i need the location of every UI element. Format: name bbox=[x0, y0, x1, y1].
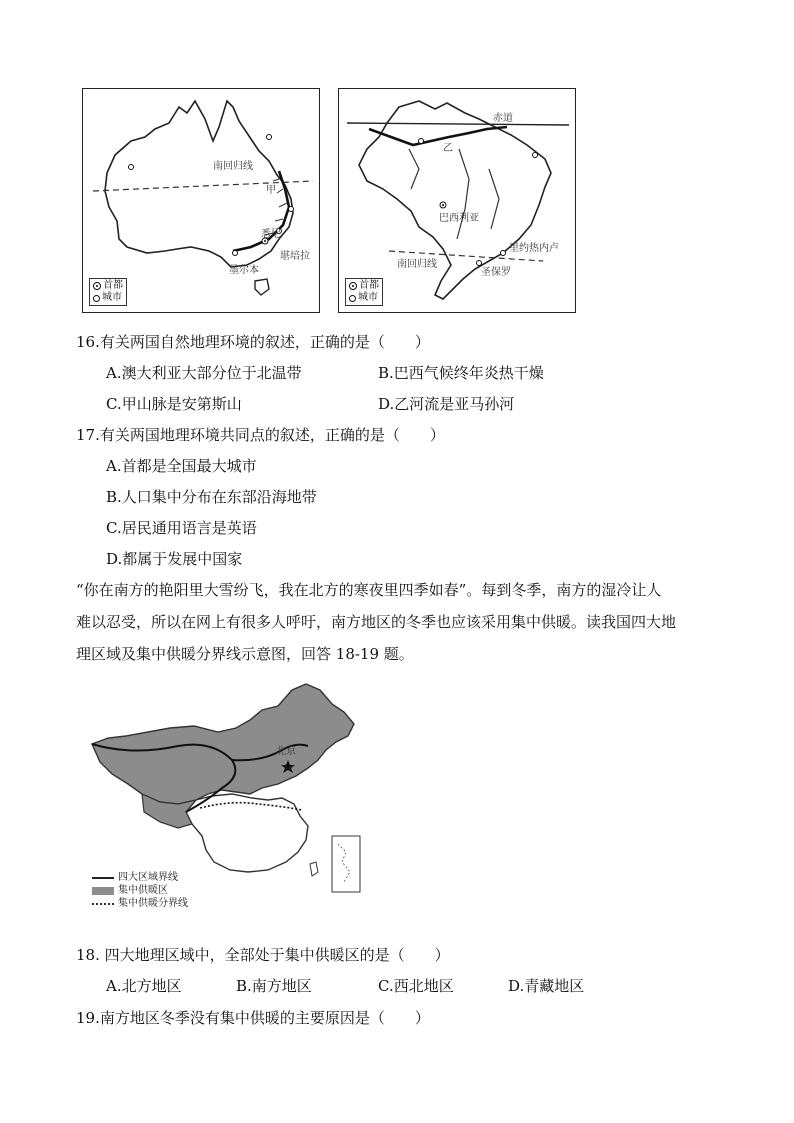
city-icon bbox=[93, 295, 100, 302]
china-legend bbox=[92, 871, 188, 910]
tropic-line bbox=[93, 181, 313, 191]
heating-line-swatch bbox=[92, 903, 114, 905]
tributaries bbox=[409, 149, 499, 239]
label-tropic: 南回归线 bbox=[213, 161, 253, 172]
label-canberra: 堪培拉 bbox=[280, 251, 310, 262]
capital-icon bbox=[349, 282, 357, 290]
south-china-sea-inset bbox=[332, 836, 360, 892]
brasilia-dot-center bbox=[442, 204, 444, 206]
equator-line bbox=[347, 123, 569, 125]
heated-swatch bbox=[92, 887, 114, 895]
south-region bbox=[186, 794, 308, 872]
passage-line-1: “你在南方的艳阳里大雪纷飞，我在北方的寒夜里四季如春”。每到冬季，南方的湿冷让人 bbox=[76, 581, 662, 599]
label-yi: 乙 bbox=[443, 143, 453, 154]
city-dot bbox=[289, 207, 294, 212]
boundary-swatch bbox=[92, 877, 114, 879]
legend-heating-line: 集中供暖分界线 bbox=[118, 898, 188, 909]
label-equator: 赤道 bbox=[493, 113, 513, 124]
heated-region bbox=[92, 684, 354, 804]
label-jia: 甲 bbox=[266, 185, 276, 196]
melbourne-dot bbox=[233, 251, 238, 256]
q17-option-c[interactable]: C.居民通用语言是英语 bbox=[106, 519, 257, 537]
legend-city: 城市 bbox=[358, 292, 378, 303]
question-18-stem: 18. 四大地理区域中，全部处于集中供暖区的是（ ） bbox=[76, 946, 450, 964]
city-dot bbox=[533, 153, 538, 158]
legend-capital: 首都 bbox=[359, 280, 379, 291]
city-dot bbox=[129, 165, 134, 170]
brazil-map bbox=[338, 88, 576, 313]
q18-option-b[interactable]: B.南方地区 bbox=[236, 977, 312, 995]
q17-option-d[interactable]: D.都属于发展中国家 bbox=[106, 550, 243, 568]
label-melbourne: 墨尔本 bbox=[229, 265, 259, 276]
passage-line-3: 理区域及集中供暖分界线示意图，回答 18-19 题。 bbox=[76, 645, 414, 663]
river-yi bbox=[369, 127, 507, 145]
saopaulo-dot bbox=[477, 261, 482, 266]
australia-map bbox=[82, 88, 320, 313]
question-19-stem: 19.南方地区冬季没有集中供暖的主要原因是（ ） bbox=[76, 1009, 430, 1027]
legend-capital: 首都 bbox=[103, 280, 123, 291]
q17-option-a[interactable]: A.首都是全国最大城市 bbox=[106, 457, 257, 475]
label-sydney: 悉尼 bbox=[261, 229, 281, 240]
passage-line-2: 难以忍受，所以在网上有很多人呼吁，南方地区的冬季也应该采用集中供暖。读我国四大地 bbox=[76, 613, 677, 631]
q16-option-c[interactable]: C.甲山脉是安第斯山 bbox=[106, 395, 242, 413]
tasmania-outline bbox=[255, 279, 269, 295]
question-17-stem: 17.有关两国地理环境共同点的叙述，正确的是（ ） bbox=[76, 426, 445, 444]
legend-heated: 集中供暖区 bbox=[118, 885, 168, 896]
q18-option-c[interactable]: C.西北地区 bbox=[378, 977, 454, 995]
australia-legend bbox=[89, 278, 127, 306]
q18-option-a[interactable]: A.北方地区 bbox=[106, 977, 182, 995]
label-rio: 里约热内卢 bbox=[509, 243, 559, 254]
canberra-dot-center bbox=[264, 240, 266, 242]
q18-option-d[interactable]: D.青藏地区 bbox=[508, 977, 585, 995]
legend-city: 城市 bbox=[102, 292, 122, 303]
city-dot bbox=[419, 139, 424, 144]
q16-option-b[interactable]: B.巴西气候终年炎热干燥 bbox=[378, 364, 544, 382]
q17-option-b[interactable]: B.人口集中分布在东部沿海地带 bbox=[106, 488, 317, 506]
taiwan-outline bbox=[310, 862, 318, 876]
brazil-legend bbox=[345, 278, 383, 306]
capital-icon bbox=[93, 282, 101, 290]
label-saopaulo: 圣保罗 bbox=[481, 267, 511, 278]
brazil-outline bbox=[359, 101, 551, 299]
label-beijing: 北京 bbox=[276, 746, 296, 757]
legend-boundary: 四大区域界线 bbox=[118, 872, 178, 883]
label-tropic: 南回归线 bbox=[397, 259, 437, 270]
rio-dot bbox=[501, 251, 506, 256]
q16-option-d[interactable]: D.乙河流是亚马孙河 bbox=[378, 395, 515, 413]
question-16-stem: 16.有关两国自然地理环境的叙述，正确的是（ ） bbox=[76, 333, 430, 351]
label-brasilia: 巴西利亚 bbox=[439, 213, 479, 224]
city-icon bbox=[349, 295, 356, 302]
q16-option-a[interactable]: A.澳大利亚大部分位于北温带 bbox=[106, 364, 302, 382]
city-dot bbox=[267, 135, 272, 140]
